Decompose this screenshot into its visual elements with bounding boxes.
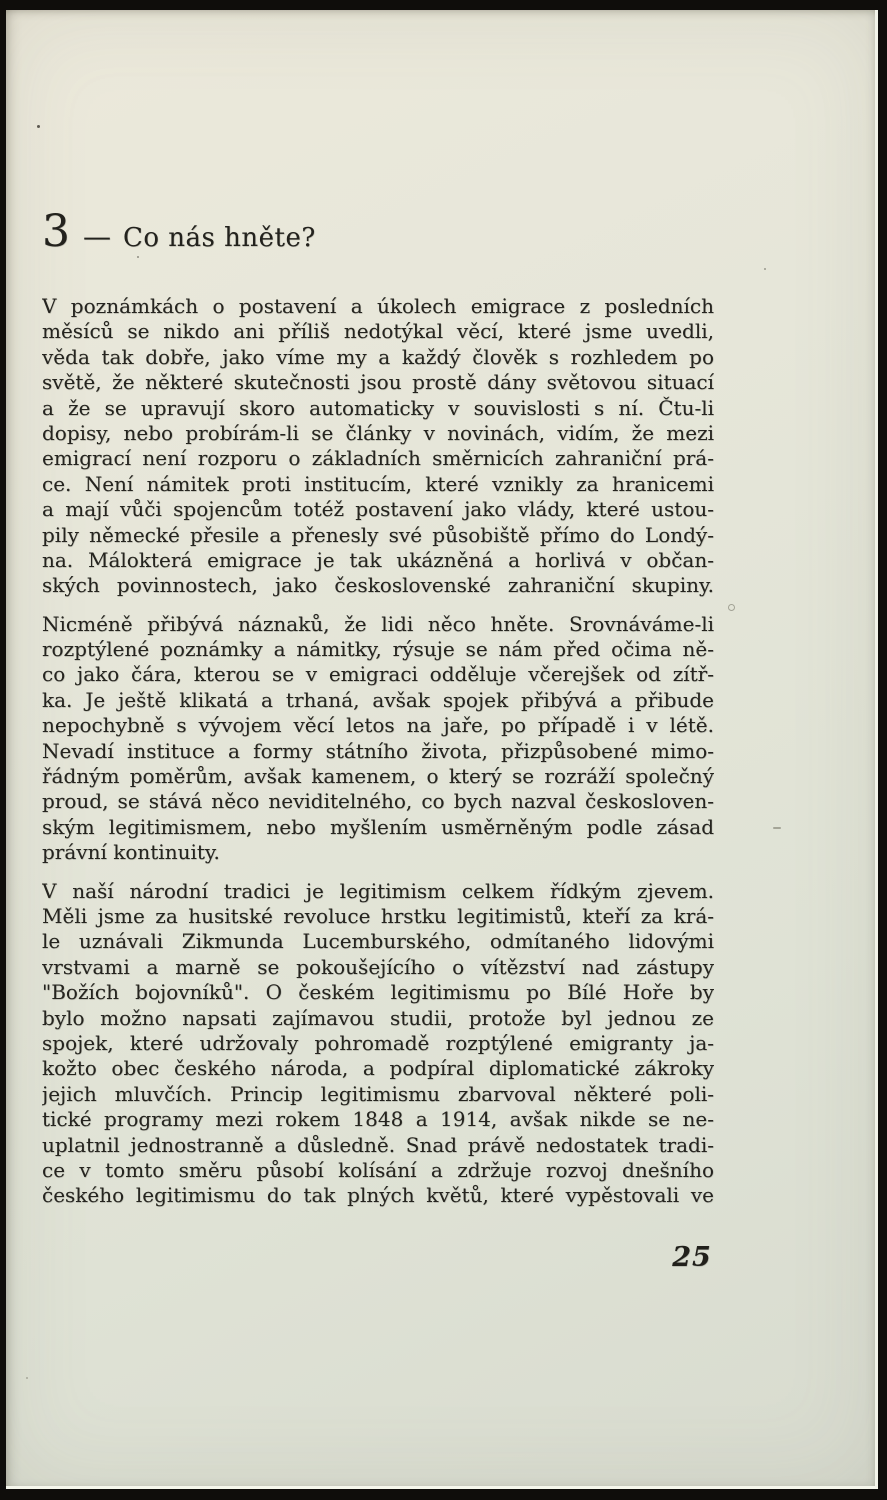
page-number: 25 [672, 1242, 712, 1273]
text-line: na. Málokterá emigrace je tak ukázněná a horlivá v občan- [42, 547, 714, 572]
text-line: Nevadí instituce a formy státního života, přizpůsobené mimo- [42, 738, 714, 763]
text-line: uplatnil jednostranně a důsledně. Snad právě nedostatek tradi- [42, 1132, 714, 1157]
chapter-title: Co nás hněte? [123, 223, 316, 253]
text-line: a že se upravují skoro automaticky v souvislosti s ní. Čtu-li [42, 395, 714, 420]
text-line: právní kontinuity. [42, 840, 220, 865]
scan-speck [26, 1377, 28, 1379]
text-line: kožto obec českého národa, a podpíral diplomatické zákroky [42, 1056, 714, 1081]
text-line: Měli jsme za husitské revoluce hrstku legitimistů, kteří za krá- [42, 903, 714, 928]
text-line: bylo možno napsati zajímavou studii, protože byl jednou ze [42, 1005, 714, 1030]
scan-speck [764, 268, 766, 270]
text-line: řádným poměrům, avšak kamenem, o který se rozráží společný [42, 764, 714, 789]
text-line: spojek, které udržovaly pohromadě rozptýlené emigranty ja- [42, 1030, 714, 1055]
text-line: V poznámkách o postavení a úkolech emigrace z posledních [42, 294, 714, 318]
text-line: rozptýlené poznámky a námitky, rýsuje se nám před očima ně- [42, 637, 714, 662]
text-line: ce v tomto směru působí kolísání a zdržuje rozvoj dnešního [42, 1157, 714, 1182]
paragraph [42, 879, 714, 1209]
scan-speck [137, 256, 139, 258]
scan-speck [728, 604, 735, 611]
chapter-number: 3 [42, 206, 70, 257]
text-line: ských povinnostech, jako československé zahraniční skupiny. [42, 573, 714, 598]
text-line: světě, že některé skutečnosti jsou prostě dány světovou situací [42, 370, 714, 395]
book-page [6, 10, 878, 1489]
text-line: le uznávali Zikmunda Lucemburského, odmítaného lidovými [42, 929, 714, 954]
chapter-dash: — [83, 220, 111, 253]
text-line: ce. Není námitek proti institucím, které vznikly za hranicemi [42, 471, 714, 496]
text-line: V naší národní tradici je legitimism celkem řídkým zjevem. [42, 878, 714, 903]
text-line: proud, se stává něco neviditelného, co bych nazval českosloven- [42, 789, 714, 814]
scan-speck [773, 827, 781, 829]
text-line: co jako čára, kterou se v emigraci odděluje včerejšek od zítř- [42, 662, 714, 687]
scan-speck [37, 125, 40, 128]
text-line: pily německé přesile a přenesly své působiště přímo do Londý- [42, 522, 714, 547]
text-line: ka. Je ještě klikatá a trhaná, avšak spojek přibývá a přibude [42, 687, 714, 712]
text-line: vrstvami a marně se pokoušejícího o vítězství nad zástupy [42, 954, 714, 979]
text-line: českého legitimismu do tak plných květů, které vypěstovali ve [42, 1183, 714, 1208]
text-line: věda tak dobře, jako víme my a každý člověk s rozhledem po [42, 344, 714, 369]
text-line: a mají vůči spojencům totéž postavení jako vlády, které ustou- [42, 497, 714, 522]
text-line: jejich mluvčích. Princip legitimismu zbarvoval některé poli- [42, 1081, 714, 1106]
text-line: emigrací není rozporu o základních směrnicích zahraniční prá- [42, 446, 714, 471]
text-line: tické programy mezi rokem 1848 a 1914, avšak nikde se ne- [42, 1107, 714, 1132]
text-line: ským legitimismem, nebo myšlením usměrněným podle zásad [42, 814, 714, 839]
text-line: nepochybně s vývojem věcí letos na jaře, po případě i v létě. [42, 713, 714, 738]
paragraph [42, 612, 714, 866]
body-text [42, 294, 714, 1209]
text-line: měsíců se nikdo ani příliš nedotýkal věcí, které jsme uvedli, [42, 319, 714, 344]
paragraph [42, 294, 714, 599]
text-line: dopisy, nebo probírám-li se články v novinách, vidím, že mezi [42, 420, 714, 445]
chapter-header [42, 206, 316, 257]
text-line: Nicméně přibývá náznaků, že lidi něco hněte. Srovnáváme-li [42, 611, 714, 636]
text-line: "Božích bojovníků". O českém legitimismu po Bílé Hoře by [42, 980, 714, 1005]
